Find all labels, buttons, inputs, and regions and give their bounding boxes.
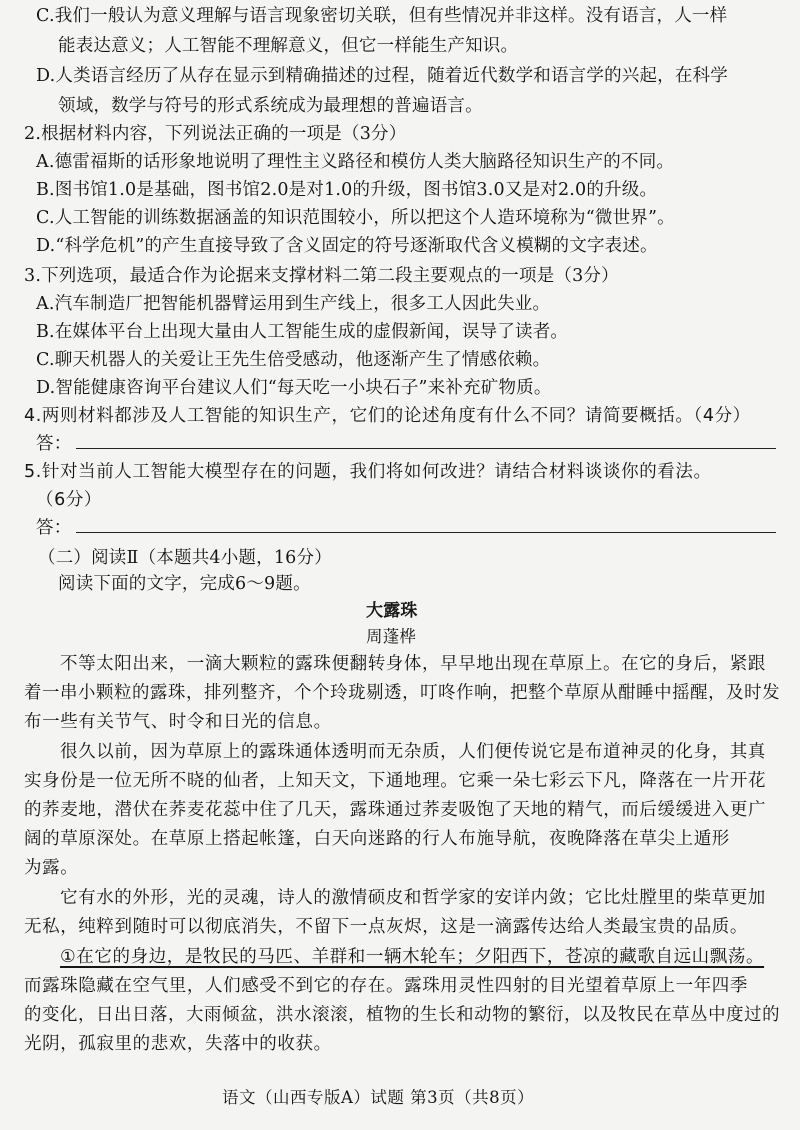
q3-option-a: A.汽车制造厂把智能机器臂运用到生产线上，很多工人因此失业。 xyxy=(36,294,551,314)
q3-option-d: D.智能健康咨询平台建议人们“每天吃一小块石子”来补充矿物质。 xyxy=(36,378,552,398)
essay-p2-line1: 很久以前，因为草原上的露珠通体透明而无杂质，人们便传说它是布道神灵的化身，其真 xyxy=(60,742,766,762)
q5-answer-label: 答： xyxy=(36,518,72,538)
q1-option-c-line1: C.我们一般认为意义理解与语言现象密切关联，但有些情况并非这样。没有语言，人一样 xyxy=(36,6,728,26)
essay-p4-line4: 光阴，孤寂里的悲欢，失落中的收获。 xyxy=(24,1034,332,1054)
q1-option-c-line2: 能表达意义；人工智能不理解意义，但它一样能生产知识。 xyxy=(58,36,519,56)
page-footer: 语文（山西专版A）试题 第3页（共8页） xyxy=(222,1088,535,1107)
q2-stem: 2.根据材料内容，下列说法正确的一项是（3分） xyxy=(24,124,407,144)
q4-stem: 4.两则材料都涉及人工智能的知识生产，它们的论述角度有什么不同？请简要概括。（4分） xyxy=(24,406,751,426)
q2-option-d: D.“科学危机”的产生直接导致了含义固定的符号逐渐取代含义模糊的文字表述。 xyxy=(36,236,658,256)
q2-option-a: A.德雷福斯的话形象地说明了理性主义路径和模仿人类大脑路径知识生产的不同。 xyxy=(36,152,675,172)
essay-p1-line3: 布一些有关节气、时令和日光的信息。 xyxy=(24,712,332,732)
q4-answer-label: 答： xyxy=(36,434,72,454)
essay-p4-line2: 而露珠隐藏在空气里，人们感受不到它的存在。露珠用灵性四射的目光望着草原上一年四季 xyxy=(24,976,748,996)
q5-stem-line1: 5.针对当前人工智能大模型存在的问题，我们将如何改进？请结合材料谈谈你的看法。 xyxy=(24,462,712,482)
essay-p2-line2: 实身份是一位无所不晓的仙者，上知天文，下通地理。它乘一朵七彩云下凡，降落在一片开花 xyxy=(24,771,767,791)
essay-p3-line2: 无私，纯粹到随时可以彻底消失，不留下一点灰烬，这是一滴露传达给人类最宝贵的品质。 xyxy=(24,917,748,937)
section2-instruction: 阅读下面的文字，完成6～9题。 xyxy=(58,574,311,594)
essay-author: 周蓬桦 xyxy=(366,627,417,646)
essay-p4-line3: 的变化，日出日落，大雨倾盆，洪水滚滚，植物的生长和动物的繁衍，以及牧民在草丛中度过的 xyxy=(24,1005,781,1025)
essay-p2-line5: 为露。 xyxy=(24,858,79,878)
q3-option-b: B.在媒体平台上出现大量由人工智能生成的虚假新闻，误导了读者。 xyxy=(36,322,569,342)
q2-option-b: B.图书馆1.0是基础，图书馆2.0是对1.0的升级，图书馆3.0又是对2.0的升级。 xyxy=(36,180,658,200)
essay-p1-line1: 不等太阳出来，一滴大颗粒的露珠便翻转身体，早早地出现在草原上。在它的身后，紧跟 xyxy=(60,654,766,674)
q3-option-c: C.聊天机器人的关爱让王先生倍受感动，他逐渐产生了情感依赖。 xyxy=(36,350,551,370)
essay-p2-line3: 的荞麦地，潜伏在荞麦花蕊中住了几天，露珠通过荞麦吸饱了天地的精气，而后缓缓进入更广 xyxy=(24,800,767,820)
q4-answer-line[interactable] xyxy=(76,448,776,449)
essay-p3-line1: 它有水的外形，光的灵魂，诗人的激情硕皮和哲学家的安详内敛；它比灶膛里的柴草更加 xyxy=(60,888,766,908)
essay-p4-underlined-sentence: ①在它的身边，是牧民的马匹、羊群和一辆木轮车；夕阳西下，苍凉的藏歌自远山飘荡。 xyxy=(60,947,765,967)
q5-answer-line[interactable] xyxy=(76,532,776,533)
essay-title: 大露珠 xyxy=(366,601,418,621)
q5-stem-line2: （6分） xyxy=(36,490,103,510)
q3-stem: 3.下列选项，最适合作为论据来支撑材料二第二段主要观点的一项是（3分） xyxy=(24,266,619,286)
essay-p2-line4: 阔的草原深处。在草原上搭起帐篷，白天向迷路的行人布施导航，夜晚降落在草尖上遁形 xyxy=(24,829,730,849)
q1-option-d-line2: 领域，数学与符号的形式系统成为最理想的普遍语言。 xyxy=(58,96,483,116)
q2-option-c: C.人工智能的训练数据涵盖的知识范围较小，所以把这个人造环境称为“微世界”。 xyxy=(36,208,675,228)
section2-heading: （二）阅读Ⅱ（本题共4小题，16分） xyxy=(38,548,332,568)
essay-p1-line2: 着一串小颗粒的露珠，排列整齐，个个玲珑剔透，叮咚作响，把整个草原从酣睡中摇醒，及时发 xyxy=(24,683,781,703)
q1-option-d-line1: D.人类语言经历了从存在显示到精确描述的过程，随着近代数学和语言学的兴起，在科学 xyxy=(36,66,728,86)
